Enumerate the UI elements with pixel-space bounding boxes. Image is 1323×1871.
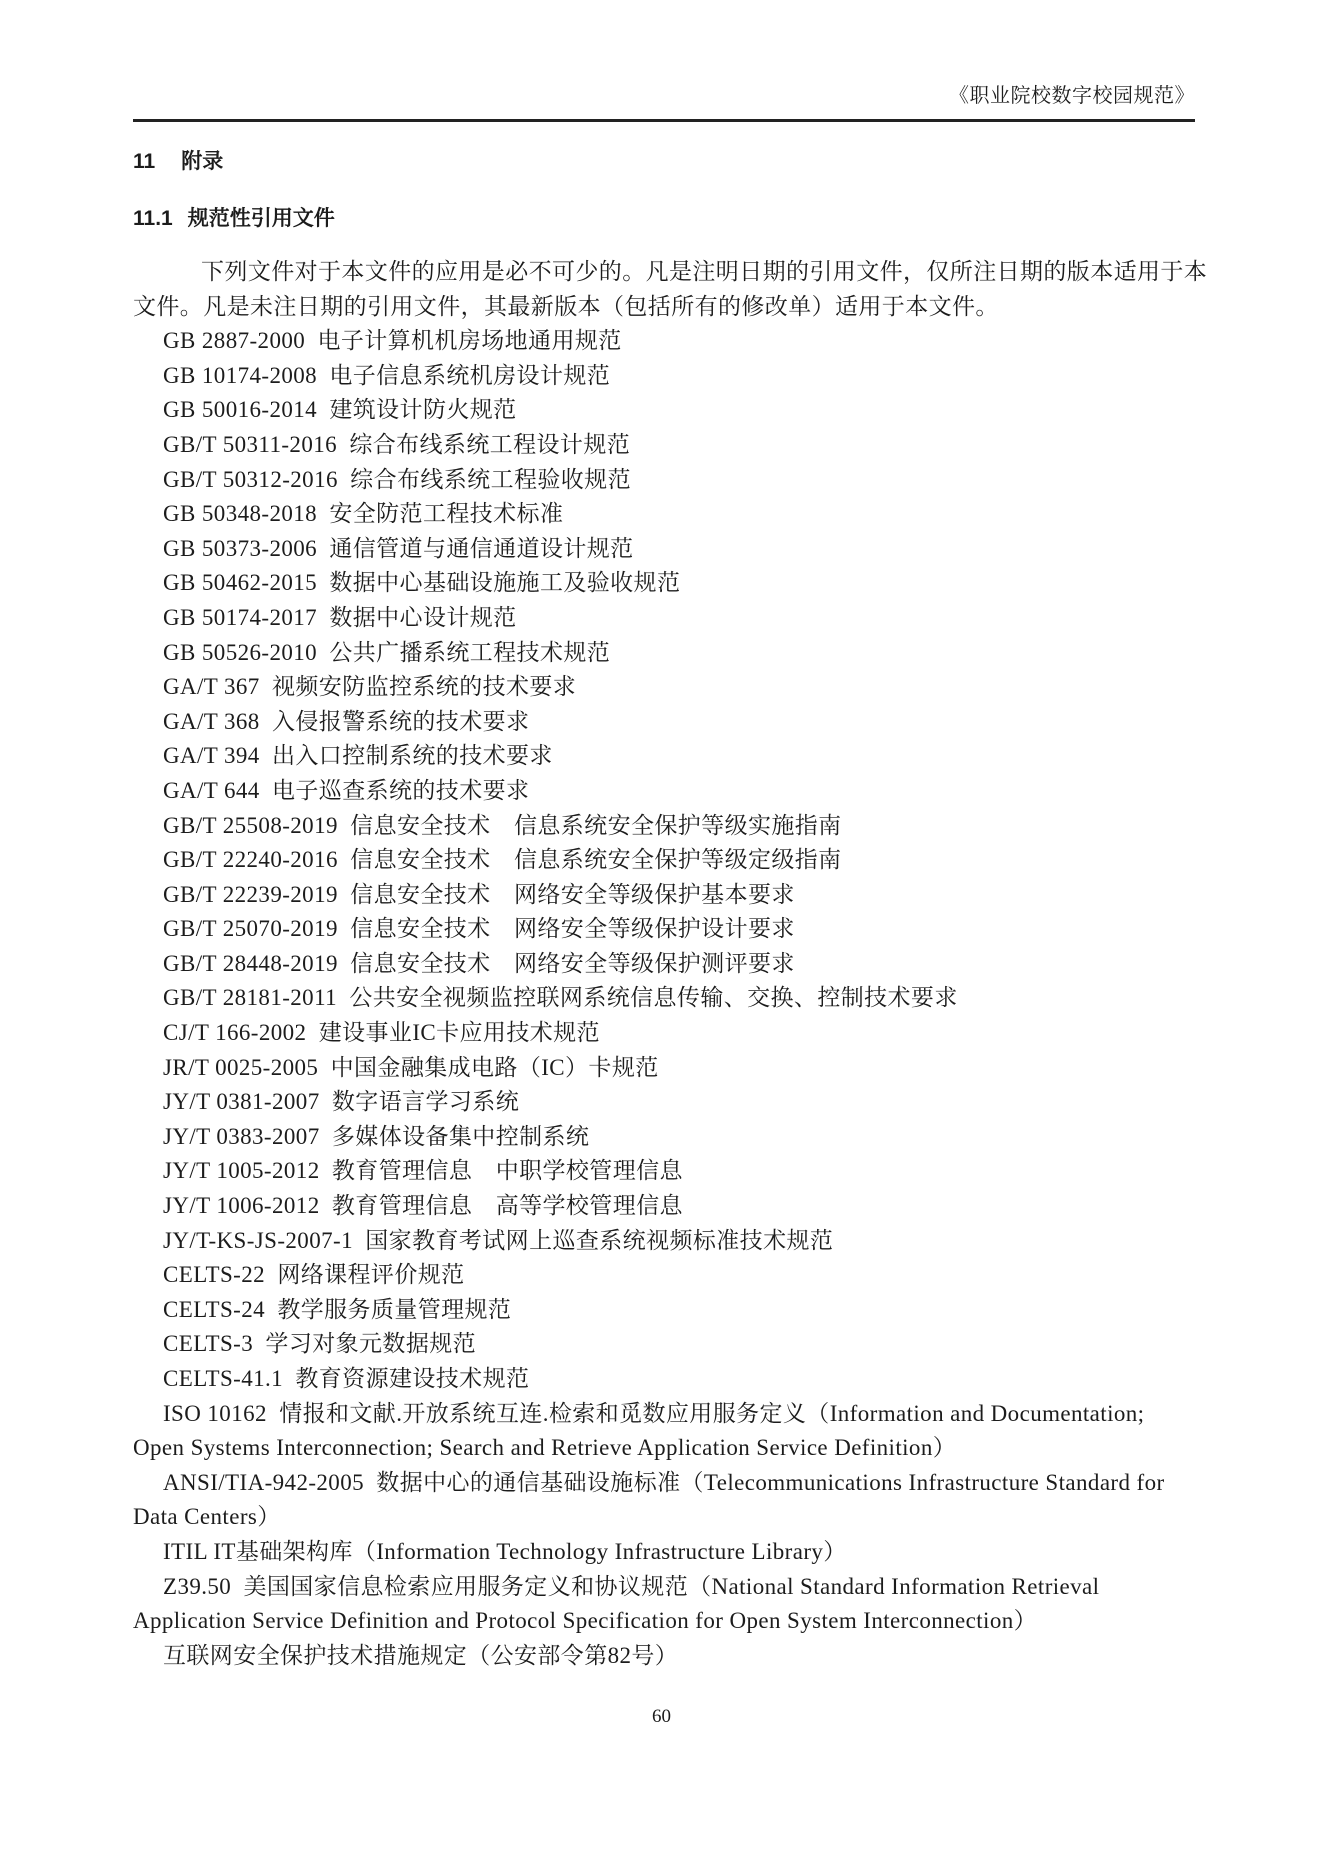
reference-line: GB/T 25070-2019 信息安全技术 网络安全等级保护设计要求 <box>163 916 795 942</box>
intro-line-2: 文件。凡是未注日期的引用文件，其最新版本（包括所有的修改单）适用于本文件。 <box>133 293 999 319</box>
page-number: 60 <box>652 1706 671 1727</box>
reference-line: CELTS-24 教学服务质量管理规范 <box>163 1296 512 1322</box>
reference-line: Z39.50 美国国家信息检索应用服务定义和协议规范（National Standard Information Retrieval <box>163 1573 1100 1599</box>
reference-line: JY/T 1005-2012 教育管理信息 中职学校管理信息 <box>163 1158 683 1184</box>
reference-line: GB 50373-2006 通信管道与通信通道设计规范 <box>163 535 634 561</box>
intro-line-1: 下列文件对于本文件的应用是必不可少的。凡是注明日期的引用文件，仅所注日期的版本适用于本 <box>201 259 1208 284</box>
page-header <box>133 84 1195 108</box>
subsection-title: 规范性引用文件 <box>187 207 335 230</box>
reference-line: Open Systems Interconnection; Search and Retrieve Application Service Definition） <box>133 1435 957 1461</box>
reference-line: GB/T 28448-2019 信息安全技术 网络安全等级保护测评要求 <box>163 950 795 976</box>
reference-line: CELTS-41.1 教育资源建设技术规范 <box>163 1366 530 1391</box>
reference-line: JY/T-KS-JS-2007-1 国家教育考试网上巡查系统视频标准技术规范 <box>163 1227 834 1253</box>
reference-line: ANSI/TIA-942-2005 数据中心的通信基础设施标准（Telecommunications Infrastructure Standard for <box>163 1469 1165 1495</box>
section-heading <box>133 149 1195 175</box>
reference-line: GA/T 368 入侵报警系统的技术要求 <box>163 708 530 734</box>
reference-line: Data Centers） <box>133 1504 281 1530</box>
section-number: 11 <box>133 150 156 173</box>
reference-line: JY/T 0383-2007 多媒体设备集中控制系统 <box>163 1123 590 1149</box>
reference-line: 互联网安全保护技术措施规定（公安部令第82号） <box>163 1642 679 1668</box>
reference-line: GB/T 50311-2016 综合布线系统工程设计规范 <box>163 431 631 457</box>
intro-paragraph <box>133 255 1208 324</box>
reference-line: JY/T 1006-2012 教育管理信息 高等学校管理信息 <box>163 1193 683 1219</box>
section-title: 附录 <box>181 150 224 173</box>
reference-line: GB 50174-2017 数据中心设计规范 <box>163 604 517 630</box>
subsection-heading <box>133 206 1195 232</box>
reference-line: GB/T 28181-2011 公共安全视频监控联网系统信息传输、交换、控制技术要求 <box>163 985 958 1011</box>
references-list <box>133 324 1195 1673</box>
reference-line: GB 50526-2010 公共广播系统工程技术规范 <box>163 639 611 665</box>
reference-line: CELTS-22 网络课程评价规范 <box>163 1262 465 1288</box>
reference-line: GA/T 367 视频安防监控系统的技术要求 <box>163 674 577 700</box>
reference-line: JR/T 0025-2005 中国金融集成电路（IC）卡规范 <box>163 1054 659 1080</box>
reference-line: GB/T 50312-2016 综合布线系统工程验收规范 <box>163 466 631 492</box>
reference-line: JY/T 0381-2007 数字语言学习系统 <box>163 1089 520 1115</box>
reference-line: GB/T 22240-2016 信息安全技术 信息系统安全保护等级定级指南 <box>163 847 842 873</box>
reference-line: CJ/T 166-2002 建设事业IC卡应用技术规范 <box>163 1020 600 1046</box>
reference-line: ITIL IT基础架构库（Information Technology Infrastructure Library） <box>163 1538 847 1564</box>
page-footer <box>0 1706 1323 1728</box>
reference-line: GB 50016-2014 建筑设计防火规范 <box>163 397 517 423</box>
reference-line: GA/T 394 出入口控制系统的技术要求 <box>163 743 553 769</box>
reference-line: GB/T 22239-2019 信息安全技术 网络安全等级保护基本要求 <box>163 881 795 907</box>
reference-line: ISO 10162 情报和文献.开放系统互连.检索和觅数应用服务定义（Information and Documentation; <box>163 1400 1145 1426</box>
header-rule <box>133 119 1195 122</box>
subsection-number: 11.1 <box>133 207 173 230</box>
reference-line: GB 50462-2015 数据中心基础设施施工及验收规范 <box>163 570 681 596</box>
header-title: 《职业院校数字校园规范》 <box>949 85 1195 107</box>
reference-line: Application Service Definition and Protocol Specification for Open System Interconnection） <box>133 1608 1038 1634</box>
reference-line: GA/T 644 电子巡查系统的技术要求 <box>163 777 530 803</box>
reference-line: GB 10174-2008 电子信息系统机房设计规范 <box>163 362 611 388</box>
reference-line: GB 50348-2018 安全防范工程技术标准 <box>163 501 564 527</box>
reference-line: CELTS-3 学习对象元数据规范 <box>163 1331 477 1357</box>
reference-line: GB/T 25508-2019 信息安全技术 信息系统安全保护等级实施指南 <box>163 812 842 838</box>
reference-line: GB 2887-2000 电子计算机机房场地通用规范 <box>163 328 622 354</box>
